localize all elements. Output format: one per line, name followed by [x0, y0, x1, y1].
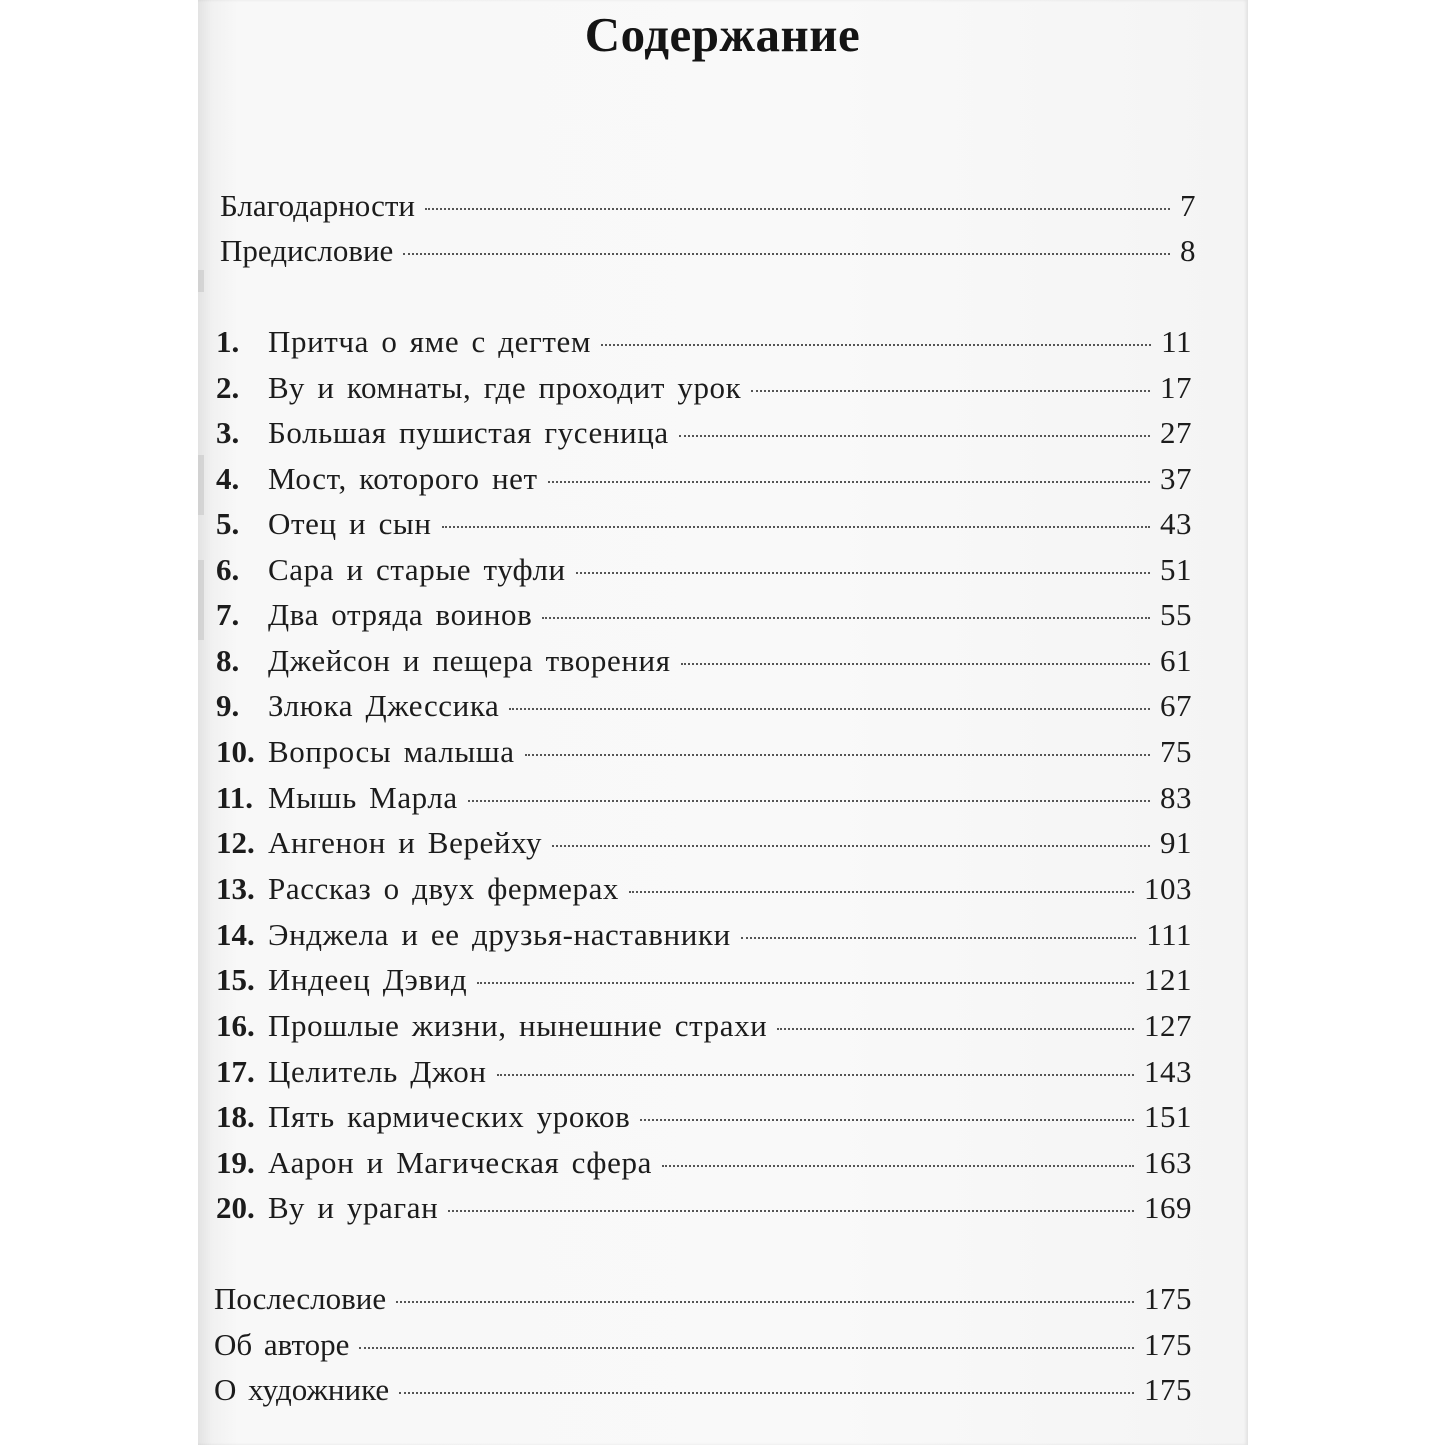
- chapter-number: 18.: [216, 1099, 255, 1134]
- page-smudge: [198, 560, 204, 640]
- chapter-number: 7.: [216, 597, 240, 632]
- chapter-number: 15.: [216, 962, 255, 997]
- toc-entry-afterword: [214, 1281, 1192, 1321]
- chapter-page: 111: [1146, 917, 1192, 952]
- chapter-number: 6.: [216, 552, 240, 587]
- chapter-title: Мышь Марла: [268, 780, 458, 815]
- chapter-number: 20.: [216, 1190, 255, 1225]
- dot-leader: [552, 845, 1150, 847]
- chapter-page: 67: [1160, 688, 1192, 723]
- toc-chapter: [216, 734, 1192, 774]
- chapter-title: Сара и старые туфли: [268, 552, 566, 587]
- page-smudge: [198, 270, 204, 292]
- dot-leader: [601, 344, 1151, 346]
- toc-chapter: [216, 1054, 1192, 1094]
- chapter-title: Ву и комнаты, где проходит урок: [268, 370, 742, 405]
- toc-entry-about-author: [214, 1327, 1192, 1367]
- chapter-title: Большая пушистая гусеница: [268, 415, 669, 450]
- chapter-title: Индеец Дэвид: [268, 962, 468, 997]
- chapter-title: Пять кармических уроков: [268, 1099, 631, 1134]
- left-margin: [0, 0, 198, 1445]
- chapter-number: 19.: [216, 1145, 255, 1180]
- dot-leader: [542, 617, 1150, 619]
- dot-leader: [525, 754, 1150, 756]
- chapter-page: 55: [1160, 597, 1192, 632]
- toc-chapter: [216, 324, 1192, 364]
- dot-leader: [477, 982, 1134, 984]
- dot-leader: [399, 1392, 1134, 1394]
- toc-chapter: [216, 1099, 1192, 1139]
- chapter-title: Два отряда воинов: [268, 597, 533, 632]
- dot-leader: [442, 526, 1150, 528]
- dot-leader: [448, 1210, 1134, 1212]
- chapter-page: 169: [1144, 1190, 1192, 1225]
- dot-leader: [509, 708, 1150, 710]
- toc-chapter: [216, 688, 1192, 728]
- toc-entry-label: Благодарности: [220, 188, 415, 223]
- toc-entry-acknowledgements: [220, 188, 1196, 228]
- toc-chapter: [216, 415, 1192, 455]
- chapter-page: 83: [1160, 780, 1192, 815]
- chapter-page: 17: [1160, 370, 1192, 405]
- dot-leader: [548, 481, 1150, 483]
- chapter-title: Ву и ураган: [268, 1190, 439, 1225]
- chapter-page: 143: [1144, 1054, 1192, 1089]
- chapter-page: 103: [1144, 871, 1192, 906]
- toc-title: Содержание: [584, 7, 861, 62]
- toc-chapter: [216, 871, 1192, 911]
- chapter-number: 1.: [216, 324, 240, 359]
- chapter-page: 75: [1160, 734, 1192, 769]
- page-smudge: [198, 455, 204, 515]
- chapter-title: Мост, которого нет: [268, 461, 538, 496]
- chapter-page: 127: [1144, 1008, 1192, 1043]
- dot-leader: [777, 1028, 1134, 1030]
- toc-chapter: [216, 643, 1192, 683]
- chapter-page: 43: [1160, 506, 1192, 541]
- right-margin: [1248, 0, 1445, 1445]
- chapter-title: Аарон и Магическая сфера: [268, 1145, 652, 1180]
- chapter-number: 12.: [216, 825, 255, 860]
- toc-chapter: [216, 1008, 1192, 1048]
- chapter-page: 51: [1160, 552, 1192, 587]
- toc-chapter: [216, 962, 1192, 1002]
- toc-entry-page: 7: [1180, 188, 1196, 223]
- toc-entry-about-artist: [214, 1372, 1192, 1412]
- toc-chapter: [216, 917, 1192, 957]
- dot-leader: [468, 800, 1150, 802]
- toc-entry-page: 175: [1144, 1372, 1192, 1407]
- toc-entry-page: 175: [1144, 1327, 1192, 1362]
- chapter-number: 13.: [216, 871, 255, 906]
- chapter-title: Целитель Джон: [268, 1054, 487, 1089]
- dot-leader: [497, 1074, 1134, 1076]
- chapter-title: Энджела и ее друзья-наставники: [268, 917, 731, 952]
- chapter-page: 91: [1160, 825, 1192, 860]
- chapter-number: 9.: [216, 688, 240, 723]
- toc-chapter: [216, 552, 1192, 592]
- dot-leader: [751, 390, 1150, 392]
- chapter-page: 151: [1144, 1099, 1192, 1134]
- chapter-number: 2.: [216, 370, 240, 405]
- dot-leader: [662, 1165, 1134, 1167]
- toc-chapter: [216, 370, 1192, 410]
- chapter-title: Отец и сын: [268, 506, 432, 541]
- toc-entry-label: О художнике: [214, 1372, 390, 1407]
- chapter-page: 11: [1161, 324, 1192, 359]
- toc-chapter: [216, 780, 1192, 820]
- dot-leader: [681, 663, 1150, 665]
- chapter-page: 121: [1144, 962, 1192, 997]
- toc-chapter: [216, 506, 1192, 546]
- chapter-title: Притча о яме с дегтем: [268, 324, 592, 359]
- dot-leader: [679, 435, 1150, 437]
- chapter-number: 14.: [216, 917, 255, 952]
- chapter-title: Прошлые жизни, нынешние страхи: [268, 1008, 768, 1043]
- chapter-page: 61: [1160, 643, 1192, 678]
- toc-entry-page: 175: [1144, 1281, 1192, 1316]
- chapter-number: 17.: [216, 1054, 255, 1089]
- toc-chapter: [216, 461, 1192, 501]
- toc-entry-label: Послесловие: [214, 1281, 387, 1316]
- chapter-title: Вопросы малыша: [268, 734, 515, 769]
- dot-leader: [576, 572, 1150, 574]
- toc-entry-label: Об авторе: [214, 1327, 350, 1362]
- toc-entry-preface: [220, 233, 1196, 273]
- dot-leader: [396, 1301, 1134, 1303]
- chapter-number: 11.: [216, 780, 254, 815]
- dot-leader: [403, 253, 1170, 255]
- dot-leader: [629, 891, 1134, 893]
- dot-leader: [741, 937, 1137, 939]
- dot-leader: [640, 1119, 1134, 1121]
- toc-entry-page: 8: [1180, 233, 1196, 268]
- chapter-number: 10.: [216, 734, 255, 769]
- dot-leader: [359, 1347, 1134, 1349]
- chapter-number: 5.: [216, 506, 240, 541]
- chapter-page: 27: [1160, 415, 1192, 450]
- toc-chapter: [216, 1190, 1192, 1230]
- toc-chapter: [216, 825, 1192, 865]
- chapter-number: 3.: [216, 415, 240, 450]
- chapter-number: 8.: [216, 643, 240, 678]
- chapter-title: Злюка Джессика: [268, 688, 500, 723]
- chapter-number: 16.: [216, 1008, 255, 1043]
- chapter-number: 4.: [216, 461, 240, 496]
- chapter-title: Ангенон и Верейху: [268, 825, 543, 860]
- chapter-page: 163: [1144, 1145, 1192, 1180]
- toc-chapter: [216, 597, 1192, 637]
- toc-chapter: [216, 1145, 1192, 1185]
- chapter-title: Рассказ о двух фермерах: [268, 871, 620, 906]
- chapter-title: Джейсон и пещера творения: [268, 643, 671, 678]
- toc-entry-label: Предисловие: [220, 233, 394, 268]
- chapter-page: 37: [1160, 461, 1192, 496]
- dot-leader: [425, 208, 1170, 210]
